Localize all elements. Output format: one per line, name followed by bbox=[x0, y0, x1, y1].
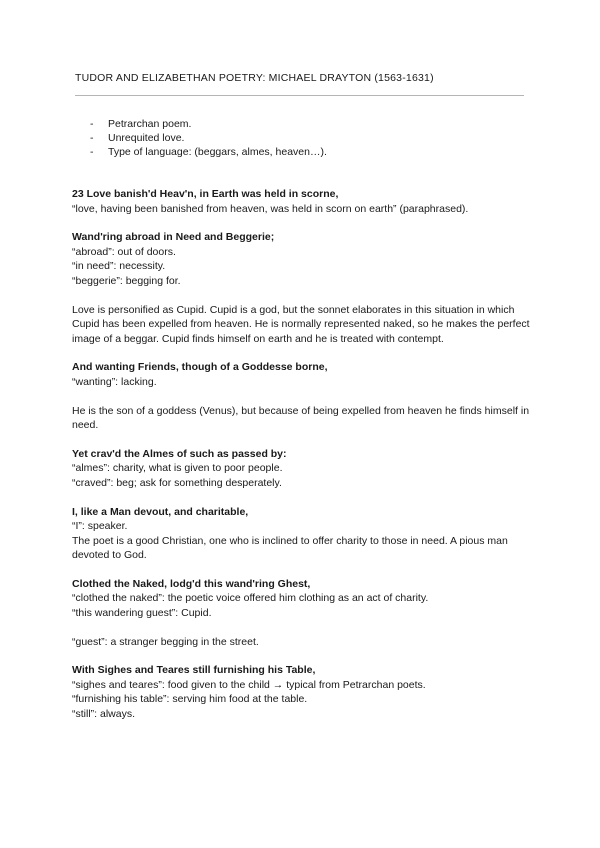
bullet-dash: - bbox=[90, 118, 94, 130]
gloss-note: “I”: speaker. bbox=[72, 520, 128, 533]
gloss-note: The poet is a good Christian, one who is inclined to offer charity to those in need. A pious man devoted to God. bbox=[72, 534, 508, 562]
verse-section bbox=[72, 505, 532, 563]
page-header-title: TUDOR AND ELIZABETHAN POETRY: MICHAEL DRAYTON (1563-1631) bbox=[75, 72, 434, 84]
gloss-note: “almes”: charity, what is given to poor people. bbox=[72, 462, 283, 475]
gloss-note: “still”: always. bbox=[72, 708, 136, 721]
gloss-note: “furnishing his table”: serving him food at the table. bbox=[72, 693, 308, 706]
verse-section bbox=[72, 187, 532, 216]
verse-section bbox=[72, 447, 532, 491]
gloss-note: “craved”: beg; ask for something desperately. bbox=[72, 476, 282, 489]
header-divider bbox=[75, 95, 524, 96]
bullet-text: Type of language: (beggars, almes, heaven…). bbox=[108, 146, 327, 158]
commentary-paragraph: Love is personified as Cupid. Cupid is a god, but the sonnet elaborates in this situation in which Cupid has been expelled from heaven. He is normally represented naked, so he makes the perfect image of a beggar. Cupid finds himself on earth and he is treated with contempt. bbox=[72, 303, 530, 345]
verse-line: 23 Love banish'd Heav'n, in Earth was held in scorne, bbox=[72, 188, 339, 200]
verse-section bbox=[72, 230, 532, 346]
commentary-paragraph: He is the son of a goddess (Venus), but because of being expelled from heaven he finds himself in need. bbox=[72, 404, 530, 432]
gloss-note: “in need”: necessity. bbox=[72, 260, 166, 273]
gloss-note: “love, having been banished from heaven, was held in scorn on earth” (paraphrased). bbox=[72, 202, 469, 215]
gloss-note: “abroad”: out of doors. bbox=[72, 245, 176, 258]
commentary-paragraph: “guest”: a stranger begging in the street. bbox=[72, 635, 259, 648]
bullet-dash: - bbox=[90, 132, 94, 144]
bullet-item bbox=[90, 131, 327, 145]
gloss-note: “clothed the naked”: the poetic voice offered him clothing as an act of charity. bbox=[72, 592, 429, 605]
gloss-note: “this wandering guest”: Cupid. bbox=[72, 607, 212, 620]
bullet-item bbox=[90, 145, 327, 159]
verse-section bbox=[72, 577, 532, 649]
bullet-text: Petrarchan poem. bbox=[108, 118, 192, 130]
summary-bullet-list bbox=[90, 117, 327, 159]
commentary-body bbox=[72, 187, 532, 736]
verse-line: And wanting Friends, though of a Goddesse borne, bbox=[72, 361, 328, 374]
verse-line: Yet crav'd the Almes of such as passed by: bbox=[72, 447, 287, 460]
bullet-item bbox=[90, 117, 327, 131]
verse-line: I, like a Man devout, and charitable, bbox=[72, 505, 249, 518]
gloss-note: “beggerie”: begging for. bbox=[72, 274, 181, 287]
bullet-text: Unrequited love. bbox=[108, 132, 185, 144]
bullet-dash: - bbox=[90, 146, 94, 158]
verse-line: With Sighes and Teares still furnishing his Table, bbox=[72, 664, 316, 677]
gloss-note: “wanting”: lacking. bbox=[72, 375, 157, 388]
verse-line: Wand'ring abroad in Need and Beggerie; bbox=[72, 231, 275, 244]
verse-section bbox=[72, 360, 532, 432]
verse-line: Clothed the Naked, lodg'd this wand'ring Ghest, bbox=[72, 577, 311, 590]
gloss-note: “sighes and teares”: food given to the child → typical from Petrarchan poets. bbox=[72, 678, 426, 691]
verse-section bbox=[72, 663, 532, 721]
